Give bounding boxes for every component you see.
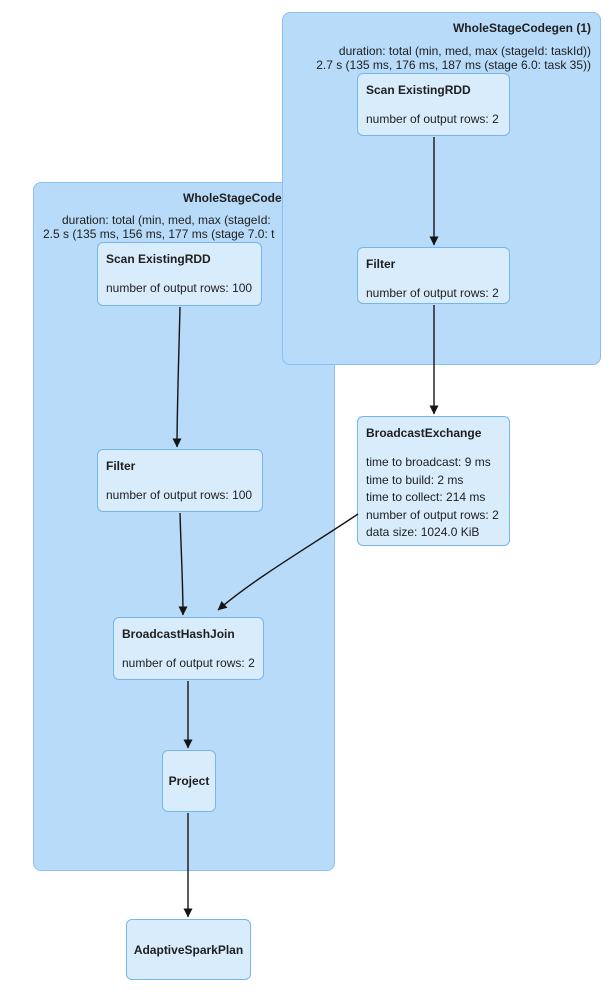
node-broadcast-hash-join[interactable] — [113, 617, 264, 680]
node-title: Scan ExistingRDD — [366, 83, 471, 97]
node-metric: time to build: 2 ms — [366, 472, 464, 487]
node-broadcast-exchange[interactable] — [357, 416, 510, 546]
node-metric: number of output rows: 100 — [106, 281, 253, 295]
node-scan-existingrdd-1[interactable] — [357, 73, 510, 136]
node-filter-1[interactable] — [357, 247, 510, 304]
cluster-title: WholeStageCode — [183, 191, 282, 205]
node-metric: time to collect: 214 ms — [366, 490, 486, 504]
node-title: BroadcastExchange — [366, 426, 482, 440]
cluster-duration-value: 2.5 s (135 ms, 156 ms, 177 ms (stage 7.0: t — [43, 227, 275, 241]
node-metric: number of output rows: 2 — [122, 656, 255, 670]
node-metric: number of output rows: 100 — [106, 488, 253, 502]
node-title: BroadcastHashJoin — [122, 627, 235, 641]
node-title: Scan ExistingRDD — [106, 252, 211, 266]
node-metric: time to broadcast: 9 ms — [366, 455, 491, 469]
node-metric: data size: 1024.0 KiB — [366, 525, 480, 539]
node-title: Filter — [106, 459, 136, 473]
node-title: Project — [168, 774, 210, 788]
cluster-duration-label: duration: total (min, med, max (stageId: — [62, 213, 271, 227]
cluster-duration-label: duration: total (min, med, max (stageId: taskId)) — [338, 44, 591, 58]
node-metric: number of output rows: 2 — [366, 112, 499, 126]
node-filter-2[interactable] — [97, 449, 263, 512]
node-metric: number of output rows: 2 — [366, 507, 499, 522]
cluster-title: WholeStageCodegen (1) — [452, 21, 591, 35]
node-project[interactable] — [162, 750, 216, 812]
cluster-duration-value: 2.7 s (135 ms, 176 ms, 187 ms (stage 6.0: task 35)) — [316, 58, 591, 72]
node-title: Filter — [366, 257, 396, 271]
cluster-label-block — [316, 21, 591, 72]
cluster-wholestagecodegen-1 — [282, 12, 601, 365]
node-adaptive-spark-plan[interactable] — [126, 919, 251, 980]
node-scan-existingrdd-2[interactable] — [97, 242, 262, 306]
node-metric: number of output rows: 2 — [366, 286, 499, 300]
node-title: AdaptiveSparkPlan — [133, 942, 244, 957]
